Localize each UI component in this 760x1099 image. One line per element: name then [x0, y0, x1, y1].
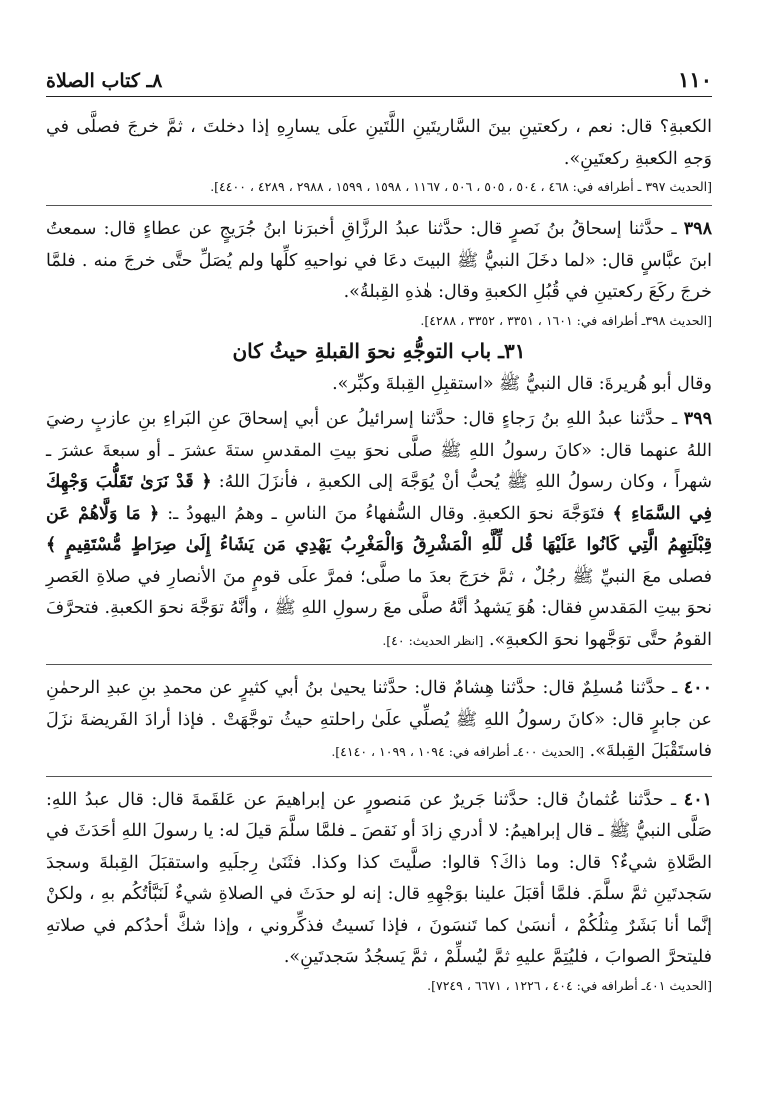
chapter-heading: ٣١ـ باب التوجُّهِ نحوَ القبلةِ حيثُ كان	[232, 338, 526, 363]
quran-verse: ﴿ قَدْ نَرَىٰ تَقَلُّبَ وَجْهِكَ فِي السَّمَاءِ ﴾	[46, 472, 712, 524]
divider	[46, 776, 712, 777]
hadith-400	[46, 673, 712, 768]
page-number: ١١٠	[678, 67, 712, 92]
divider	[46, 664, 712, 665]
hadith-397-continuation: الكعبةِ؟ قال: نعم ، ركعتينِ بينَ السَّاريتَينِ اللَّتَينِ علَى يسارِهِ إذا دخلتَ ، ثمَّ خرجَ فصلَّى في وَجهِ الكعبةِ ركعتَينِ».	[46, 117, 712, 169]
divider	[46, 205, 712, 206]
hadith-text: ـ حدَّثنا عبدُ اللهِ بنُ رَجاءٍ قال: حدَّثنا إسرائيلُ عن أبي إسحاقَ عنِ البَراءِ بنِ عازبٍ رضيَ اللهُ عنهما قال: «كانَ رسولُ اللهِ ﷺ صلَّى نحوَ بيتِ المقدسِ ستةَ عشرَ ـ أو سبعةَ عشرَ ـ شهراً ، وكان رسولُ اللهِ ﷺ يُحبُّ أنْ يُوَجَّهَ إلى الكعبةِ ، فأنزَلَ اللهُ:	[46, 409, 712, 492]
hadith-number: ٣٩٨	[683, 219, 712, 239]
hadith-397-references: [الحديث ٣٩٧ ـ أطرافه في: ٤٦٨ ، ٥٠٤ ، ٥٠٥ ، ٥٠٦ ، ١١٦٧ ، ١٥٩٨ ، ١٥٩٩ ، ٢٩٨٨ ، ٤٢٨٩ ، ٤٤٠٠].	[210, 179, 712, 194]
page-header	[46, 60, 712, 97]
running-chapter-title: ٨ـ كتاب الصلاة	[46, 70, 163, 92]
chapter-intro: وقال أبو هُريرةَ: قال النبيُّ ﷺ «استقبِلِ القِبلةَ وكبِّر».	[332, 373, 712, 394]
hadith-398	[46, 214, 712, 309]
hadith-text: ـ حدَّثنا عُثمانُ قال: حدَّثنا جَريرٌ عن مَنصورٍ عن إبراهيمَ عن عَلقَمةَ قال: قال عبدُ اللهِ: صَلَّى النبيُّ ﷺ ـ قال إبراهيمُ: لا أدري زادَ أو نَقصَ ـ فلمَّا سلَّمَ قيلَ له: يا رسولَ اللهِ أحَدَثَ في الصَّلاةِ شيءٌ؟ قال: وما ذاكَ؟ قالوا: صلَّيتَ كذا وكذا. فثَنَىٰ رِجلَيهِ واستقبَلَ القِبلةَ وسجدَ سَجدتَينِ ثمَّ سلَّمَ. فلمَّا أقبَلَ علينا بوَجْهِهِ قال: إنه لو حدَثَ في الصلاةِ شيءٌ لَنَبَّأتُكُم بهِ ، ولكنْ إنَّما أنا بَشَرٌ مِثلُكُمْ ، أنسَىٰ كما تَنسَونَ ، فإذا نَسيتُ فذكِّروني ، وإذا شكَّ أحدُكم في صلاتهِ فليتحرَّ الصوابَ ، فليُتِمَّ عليهِ ثمَّ ليُسلِّمْ ، ثمَّ يَسجُدُ سَجدتَينِ».	[46, 789, 712, 967]
hadith-398-references: [الحديث ٣٩٨ـ أطرافه في: ١٦٠١ ، ٣٣٥١ ، ٣٣٥٢ ، ٤٢٨٨].	[420, 312, 712, 328]
hadith-401-references: [الحديث ٤٠١ـ أطرافه في: ٤٠٤ ، ١٢٢٦ ، ٦٦٧١ ، ٧٢٤٩].	[427, 977, 712, 993]
hadith-399	[46, 404, 712, 656]
page-body	[46, 112, 712, 1000]
hadith-number: ٤٠١	[683, 789, 712, 810]
hadith-text: فصلى معَ النبيِّ ﷺ رجُلٌ ، ثمَّ خرَجَ بعدَ ما صلَّى؛ فمرَّ علَى قومٍ منَ الأنصارِ في صلاةِ العَصرِ نحوَ بيتِ المَقدسِ فقال: هُوَ يَشهدُ أنَّهُ صلَّى معَ رسولِ اللهِ ﷺ ، وأنَّهُ توَجَّهَ نحوَ الكعبةِ. فتحرَّفَ القومُ حتَّى توَجَّهوا نحوَ الكعبةِ».	[46, 566, 712, 650]
hadith-number: ٤٠٠	[683, 678, 712, 698]
quran-verse: ﴿ مَا وَلَّاهُمْ عَن قِبْلَتِهِمُ الَّتِي كَانُوا عَلَيْهَا قُل لِّلَّهِ الْمَشْرِقُ وَالْمَغْرِبُ يَهْدِي مَن يَشَاءُ إِلَىٰ صِرَاطٍ مُّسْتَقِيمٍ ﴾	[46, 503, 712, 555]
hadith-text: فتَوَجَّهَ نحوَ الكعبةِ. وقال السُّفهاءُ منَ الناسِ ـ وهمُ اليهودُ ـ:	[167, 503, 605, 524]
hadith-text: ـ حدَّثنا مُسلِمٌ قال: حدَّثنا هِشامٌ قال: حدَّثنا يحيىٰ بنُ أبي كثيرٍ عن محمدِ بنِ عبدِ الرحمٰنِ عن جابرٍ قال: «كانَ رسولُ اللهِ ﷺ يُصلِّي علَىٰ راحلتهِ حيثُ توجَّهَتْ . فإذا أرادَ الفَريضةَ نزَلَ فاستَقْبَلَ القِبلةَ».	[46, 678, 712, 761]
hadith-text: ـ حدَّثنا إسحاقُ بنُ نَصرٍ قال: حدَّثنا عبدُ الرزَّاقِ أخبرَنا ابنُ جُرَيجٍ عن عطاءٍ قال: سمعتُ ابنَ عبَّاسٍ قال: «لما دخَلَ النبيُّ ﷺ البيتَ دعَا في نواحيهِ كلِّها ولم يُصَلِّ حتَّى خرجَ منه . فلمَّا خرجَ ركَعَ ركعتينِ في قُبُلِ الكعبةِ وقال: هٰذهِ القِبلةُ».	[46, 219, 712, 302]
hadith-399-references: [انظر الحديث: ٤٠].	[382, 632, 484, 648]
hadith-401	[46, 785, 712, 974]
hadith-number: ٣٩٩	[683, 409, 712, 429]
hadith-400-references: [الحديث ٤٠٠ـ أطرافه في: ١٠٩٤ ، ١٠٩٩ ، ٤١٤٠].	[331, 744, 585, 759]
